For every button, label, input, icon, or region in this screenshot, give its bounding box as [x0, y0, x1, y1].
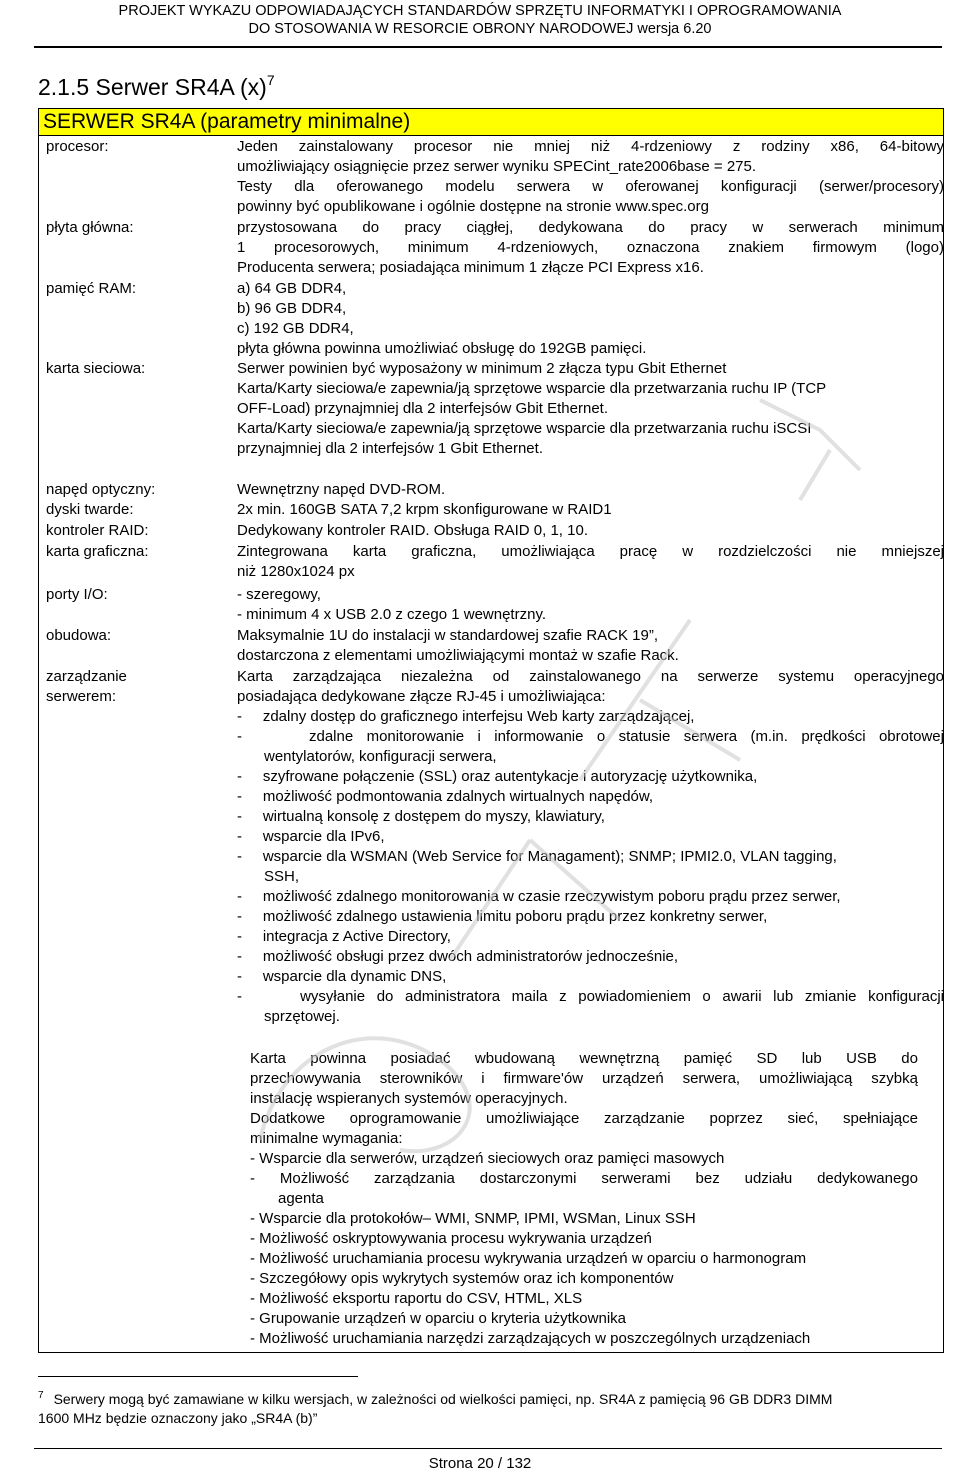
pamiec-line: c) 192 GB DDR4, — [237, 320, 354, 337]
value-dyski: 2x min. 160GB SATA 7,2 krpm skonfigurowane w RAID1 — [237, 501, 612, 518]
plyta-line: Producenta serwera; posiadająca minimum 1 złącze PCI Express x16. — [237, 259, 704, 276]
procesor-line: Jeden zainstalowany procesor nie mniej niż 4-rdzeniowy z rodziny x86, 64-bitowy — [237, 138, 944, 155]
footnote — [38, 1386, 938, 1428]
value-porty — [237, 585, 944, 625]
label-zarzadzanie — [46, 667, 127, 707]
label-zarzadzanie-2: serwerem: — [46, 688, 117, 705]
footer-rule — [34, 1448, 942, 1449]
card-line: - Możliwość zarządzania dostarczonymi serwerami bez udziału dedykowanego — [250, 1170, 918, 1187]
section-title: Serwer SR4A (x) — [95, 74, 267, 100]
value-procesor — [237, 137, 944, 217]
plyta-line: przystosowana do pracy ciągłej, dedykowana do pracy w serwerach minimum — [237, 219, 944, 236]
footnote-line-2: 1600 MHz będzie oznaczony jako „SR4A (b)” — [38, 1410, 318, 1426]
obudowa-line: Maksymalnie 1U do instalacji w standardowej szafie RACK 19”, — [237, 627, 659, 644]
card-line: minimalne wymagania: — [250, 1130, 403, 1147]
pamiec-line: płyta główna powinna umożliwiać obsługę do 192GB pamięci. — [237, 340, 647, 357]
item-text: wsparcie dla IPv6, — [262, 828, 385, 845]
card-line: - Wsparcie dla protokołów– WMI, SNMP, IPMI, WSMan, Linux SSH — [250, 1210, 696, 1227]
zarzadzanie-item: - możliwość obsługi przez dwóch administratorów jednocześnie, — [237, 948, 679, 965]
value-obudowa — [237, 626, 944, 666]
item-text: możliwość zdalnego monitorowania w czasie rzeczywistym poboru prądu przez serwer, — [262, 888, 841, 905]
zarzadzanie-item: - wsparcie dla WSMAN (Web Service for Managament); SNMP; IPMI2.0, VLAN tagging, — [237, 848, 837, 865]
zarzadzanie-item-cont: sprzętowej. — [264, 1008, 340, 1025]
grafika-line: Zintegrowana karta graficzna, umożliwiająca pracę w rozdzielczości nie mniejszej — [237, 543, 944, 560]
siec-line: OFF-Load) przynajmniej dla 2 interfejsów Gbit Ethernet. — [237, 400, 608, 417]
item-text: zdalny dostęp do graficznego interfejsu Web karty zarządzającej, — [262, 708, 695, 725]
table-title: SERWER SR4A (parametry minimalne) — [38, 108, 944, 136]
zarzadzanie-item: - możliwość podmontowania zdalnych wirtualnych napędów, — [237, 788, 654, 805]
zarzadzanie-intro: Karta zarządzająca niezależna od zainstalowanego na serwerze systemu operacyjnego — [237, 668, 944, 685]
item-text: szyfrowane połączenie (SSL) oraz autentykacje i autoryzację użytkownika, — [262, 768, 758, 785]
label-grafika: karta graficzna: — [46, 543, 149, 560]
item-text: możliwość obsługi przez dwóch administratorów jednocześnie, — [262, 948, 679, 965]
label-naped: napęd optyczny: — [46, 481, 156, 498]
card-line: instalację wspieranych systemów operacyjnych. — [250, 1090, 568, 1107]
value-naped: Wewnętrzny napęd DVD-ROM. — [237, 481, 446, 498]
header-rule — [34, 46, 942, 48]
zarzadzanie-item: - zdalne monitorowanie i informowanie o statusie serwera (m.in. prędkości obrotowej — [237, 728, 944, 745]
zarzadzanie-item: - wsparcie dla dynamic DNS, — [237, 968, 447, 985]
zarzadzanie-item: - szyfrowane połączenie (SSL) oraz autentykacje i autoryzację użytkownika, — [237, 768, 758, 785]
value-pamiec — [237, 279, 944, 359]
label-obudowa: obudowa: — [46, 627, 112, 644]
header-line-2: DO STOSOWANIA W RESORCIE OBRONY NARODOWEJ wersja 6.20 — [248, 21, 712, 37]
label-plyta: płyta główna: — [46, 219, 134, 236]
pamiec-line: a) 64 GB DDR4, — [237, 280, 347, 297]
item-text: możliwość podmontowania zdalnych wirtualnych napędów, — [262, 788, 654, 805]
siec-line: Karta/Karty sieciowa/e zapewnia/ją sprzętowe wsparcie dla przetwarzania ruchu IP (TCP — [237, 380, 827, 397]
footnote-number: 7 — [38, 1390, 44, 1401]
zarzadzanie-item-cont: SSH, — [264, 868, 300, 885]
header-line-1: PROJEKT WYKAZU ODPOWIADAJĄCYCH STANDARDÓW SPRZĘTU INFORMATYKI I OPROGRAMOWANIA — [118, 3, 842, 19]
card-line: - Szczegółowy opis wykrytych systemów oraz ich komponentów — [250, 1270, 674, 1287]
item-text: wirtualną konsolę z dostępem do myszy, klawiatury, — [262, 808, 605, 825]
label-siec: karta sieciowa: — [46, 360, 146, 377]
obudowa-line: dostarczona z elementami umożliwiającymi montaż w szafie Rack. — [237, 647, 679, 664]
item-text: wsparcie dla dynamic DNS, — [262, 968, 447, 985]
document-header — [0, 2, 960, 38]
label-pamiec: pamięć RAM: — [46, 280, 137, 297]
card-line: - Grupowanie urządzeń w oparciu o kryteria użytkownika — [250, 1310, 627, 1327]
procesor-line: Testy dla oferowanego modelu serwera w oferowanej konfiguracji (serwer/procesory) — [237, 178, 944, 195]
page-number: Strona 20 / 132 — [428, 1455, 532, 1472]
plyta-line: 1 procesorowych, minimum 4-rdzeniowych, oznaczona znakiem firmowym (logo) — [237, 239, 944, 256]
card-line: - Możliwość eksportu raportu do CSV, HTML, XLS — [250, 1290, 583, 1307]
procesor-line: powinny być opublikowane i ogólnie dostępne na stronie www.spec.org — [237, 198, 709, 215]
porty-line: - szeregowy, — [237, 586, 321, 603]
item-text: wsparcie dla WSMAN (Web Service for Managament); SNMP; IPMI2.0, VLAN tagging, — [262, 848, 837, 865]
label-zarzadzanie-1: zarządzanie — [46, 668, 127, 685]
card-line: - Możliwość oskryptowywania procesu wykrywania urządzeń — [250, 1230, 652, 1247]
procesor-line: umożliwiający osiągnięcie przez serwer wyniku SPECint_rate2006base = 275. — [237, 158, 757, 175]
value-siec — [237, 359, 944, 459]
card-line: Dodatkowe oprogramowanie umożliwiające zarządzanie poprzez sieć, spełniające — [250, 1110, 918, 1127]
footnote-line-1: Serwery mogą być zamawiane w kilku wersjach, w zależności od wielkości pamięci, np. SR4A z pamięcią 96 GB DDR3 DIMM — [53, 1391, 833, 1407]
card-line: Karta powinna posiadać wbudowaną wewnętrzną pamięć SD lub USB do — [250, 1050, 918, 1067]
label-raid: kontroler RAID: — [46, 522, 149, 539]
zarzadzanie-item: - zdalny dostęp do graficznego interfejsu Web karty zarządzającej, — [237, 708, 695, 725]
footnote-rule — [38, 1376, 358, 1377]
porty-line: - minimum 4 x USB 2.0 z czego 1 wewnętrzny. — [237, 606, 546, 623]
section-heading — [38, 66, 275, 101]
zarzadzanie-item: - wirtualną konsolę z dostępem do myszy, klawiatury, — [237, 808, 605, 825]
zarzadzanie-item: - możliwość zdalnego ustawienia limitu poboru prądu przez konkretny serwer, — [237, 908, 768, 925]
zarzadzanie-item: - wsparcie dla IPv6, — [237, 828, 385, 845]
zarzadzanie-item: - integracja z Active Directory, — [237, 928, 451, 945]
item-text: wysyłanie do administratora maila z powiadomieniem o awarii lub zmianie konfiguracji — [300, 988, 944, 1005]
value-grafika — [237, 542, 944, 582]
zarzadzanie-item: - możliwość zdalnego monitorowania w czasie rzeczywistym poboru prądu przez serwer, — [237, 888, 841, 905]
label-procesor: procesor: — [46, 138, 109, 155]
card-line: - Możliwość uruchamiania procesu wykrywania urządzeń w oparciu o harmonogram — [250, 1250, 807, 1267]
card-line: agenta — [278, 1190, 324, 1207]
value-raid: Dedykowany kontroler RAID. Obsługa RAID 0, 1, 10. — [237, 522, 588, 539]
zarzadzanie-item-cont: wentylatorów, konfiguracji serwera, — [264, 748, 497, 765]
value-plyta — [237, 218, 944, 278]
zarzadzanie-intro: posiadająca dedykowane złącze RJ-45 i umożliwiająca: — [237, 688, 606, 705]
card-line: przechowywania sterowników i firmware'ów urządzeń serwera, umożliwiającą szybką — [250, 1070, 918, 1087]
siec-line: przynajmniej dla 2 interfejsów 1 Gbit Ethernet. — [237, 440, 543, 457]
siec-line: Serwer powinien być wyposażony w minimum 2 złącza typu Gbit Ethernet — [237, 360, 727, 377]
item-text: integracja z Active Directory, — [262, 928, 451, 945]
label-dyski: dyski twarde: — [46, 501, 134, 518]
zarzadzanie-item: - wysyłanie do administratora maila z powiadomieniem o awarii lub zmianie konfiguracji — [237, 988, 944, 1005]
footnote-ref: 7 — [266, 72, 275, 88]
grafika-line: niż 1280x1024 px — [237, 563, 355, 580]
pamiec-line: b) 96 GB DDR4, — [237, 300, 347, 317]
card-line: - Możliwość uruchamiania narzędzi zarządzających w poszczególnych urządzeniach — [250, 1330, 811, 1347]
siec-line: Karta/Karty sieciowa/e zapewnia/ją sprzętowe wsparcie dla przetwarzania ruchu iSCSI — [237, 420, 812, 437]
item-text: możliwość zdalnego ustawienia limitu poboru prądu przez konkretny serwer, — [262, 908, 768, 925]
section-number: 2.1.5 — [38, 74, 90, 100]
value-zarzadzanie — [237, 667, 944, 1027]
card-description — [250, 1049, 918, 1349]
card-line: - Wsparcie dla serwerów, urządzeń sieciowych oraz pamięci masowych — [250, 1150, 725, 1167]
item-text: zdalne monitorowanie i informowanie o statusie serwera (m.in. prędkości obrotowej — [308, 728, 944, 745]
label-porty: porty I/O: — [46, 586, 108, 603]
